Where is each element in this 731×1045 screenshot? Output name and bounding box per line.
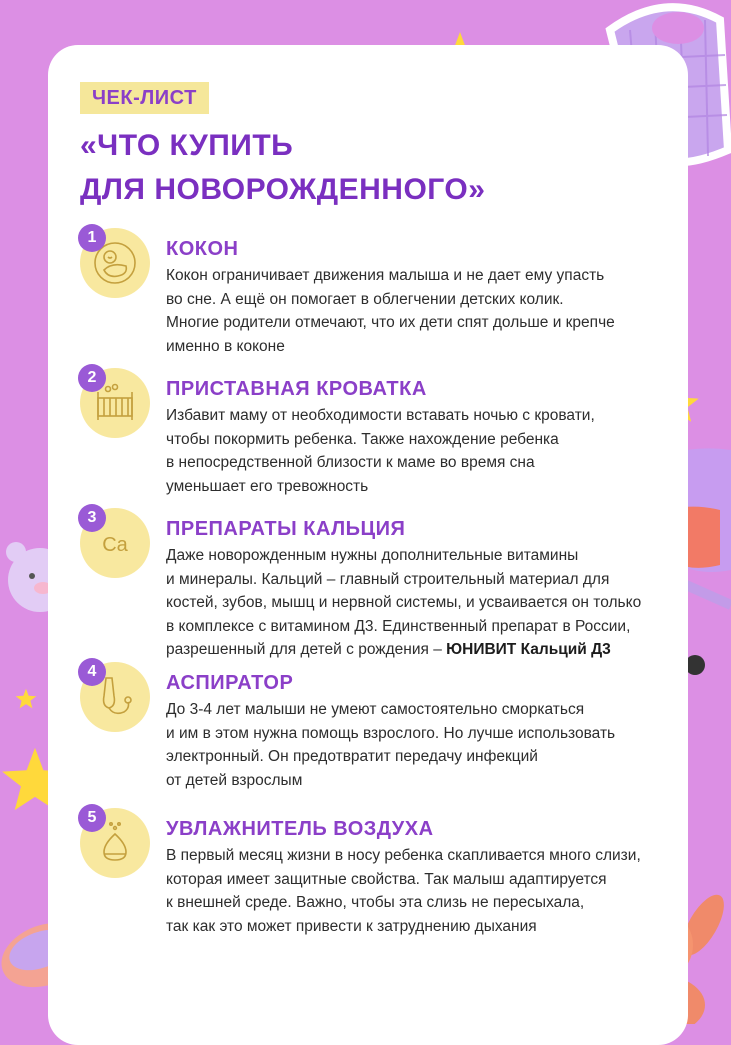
item-description: Избавит маму от необходимости вставать ночью с кровати, чтобы покормить ребенка. Также нахождение ребенка в непосредственной близости к маме во время сна уменьшает его тревожность: [166, 407, 595, 495]
checklist-tag: ЧЕК-ЛИСТ: [80, 82, 209, 114]
item-description: Даже новорожденным нужны дополнительные витамины и минералы. Кальций – главный строительный материал для костей, зубов, мышц и нервной системы, и усваивается он только в комплексе с витамином Д3. Единственный препарат в России, разрешенный для детей с рождения – ЮНИВИТ Кальций Д3: [166, 547, 642, 658]
item-title: АСПИРАТОР: [166, 672, 294, 694]
item-description: До 3-4 лет малыши не умеют самостоятельно сморкаться и им в этом нужна помощь взрослого. Но лучше использовать электронный. Он предотвратит передачу инфекций от детей взрослым: [166, 701, 616, 789]
item-description: В первый месяц жизни в носу ребенка скапливается много слизи, которая имеет защитные свойства. Так малыш адаптируется к внешней среде. Важно, чтобы эта слизь не пересыхала, так как это может привести к затруднению дыхания: [166, 847, 641, 935]
svg-text:Ca: Ca: [102, 534, 128, 556]
item-number-badge: 4: [78, 658, 106, 686]
item-number-badge: 3: [78, 504, 106, 532]
item-number-badge: 2: [78, 364, 106, 392]
page-title: «ЧТО КУПИТЬ ДЛЯ НОВОРОЖДЕННОГО»: [80, 129, 486, 206]
product-name: ЮНИВИТ Кальций Д3: [446, 641, 611, 658]
item-description: Кокон ограничивает движения малыша и не дает ему упасть во сне. А ещё он помогает в облегчении детских колик. Многие родители отмечают, что их дети спят дольше и крепче именно в коконе: [166, 267, 615, 355]
item-title: ПРЕПАРАТЫ КАЛЬЦИЯ: [166, 518, 406, 540]
star-decoration: [15, 688, 37, 709]
item-title: ПРИСТАВНАЯ КРОВАТКА: [166, 378, 427, 400]
item-number-badge: 1: [78, 224, 106, 252]
item-title: УВЛАЖНИТЕЛЬ ВОЗДУХА: [166, 818, 434, 840]
item-number-badge: 5: [78, 804, 106, 832]
item-title: КОКОН: [166, 238, 239, 260]
